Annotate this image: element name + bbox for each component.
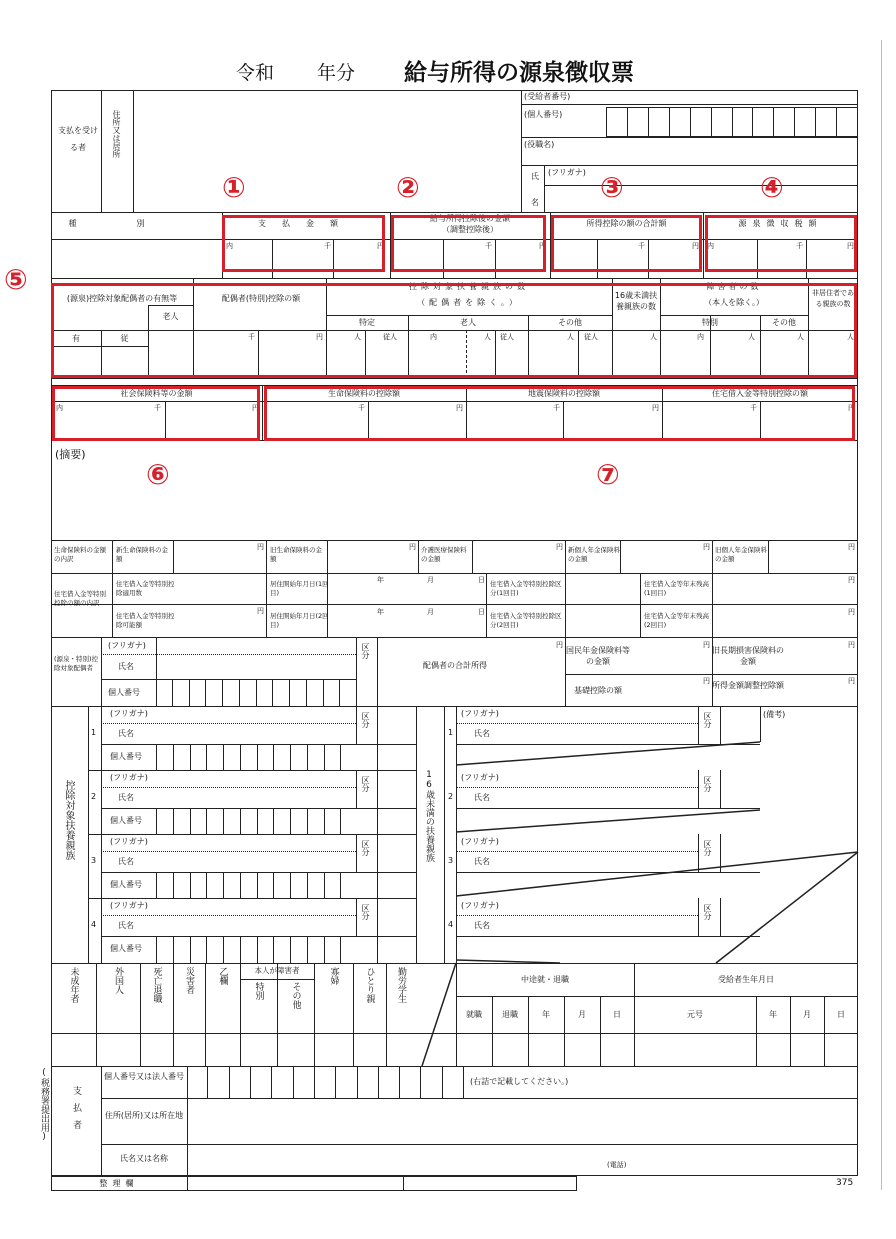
res2-month: 月 bbox=[427, 608, 434, 616]
specific-juunin: 従人 bbox=[383, 333, 397, 341]
status-col-label: その他 bbox=[290, 982, 301, 1009]
date-col-year: 年 bbox=[769, 1010, 777, 1019]
status-col-label: 勤労学生 bbox=[396, 967, 406, 1003]
payer-name-label: 氏名又は名称 bbox=[120, 1154, 168, 1163]
dependent-row-number: 3 bbox=[91, 856, 97, 865]
annotation-1: ① bbox=[222, 171, 246, 204]
tax-office-label: (税務署提出用) bbox=[39, 1068, 49, 1142]
dependent-name-label: 氏名 bbox=[118, 729, 134, 738]
payment-label: 支払金額 bbox=[258, 219, 354, 228]
housing-possible-label: 住宅借入金等特別控除可能額 bbox=[116, 612, 175, 629]
elderly-label: 老人 bbox=[460, 318, 476, 327]
recipient-label: 支払を受ける者 bbox=[58, 126, 98, 152]
old-life-label: 旧生命保険料の金額 bbox=[270, 546, 322, 563]
life-breakdown-label: 生命保険料の金額の内訳 bbox=[54, 546, 106, 563]
housing-thousand: 千 bbox=[750, 404, 757, 412]
under16-kubun: 区分 bbox=[703, 712, 712, 728]
under16-name-label: 氏名 bbox=[474, 793, 490, 802]
payer-address-label: 住所(居所)又は所在地 bbox=[104, 1111, 184, 1120]
nonresident-person: 人 bbox=[847, 333, 854, 341]
housing-applicable-label: 住宅借入金等特別控除適用数 bbox=[116, 580, 175, 597]
total-thousand: 千 bbox=[638, 242, 645, 250]
dependent-count-label: 控除対象扶養親族の数 bbox=[409, 282, 529, 291]
date-col-day: 日 bbox=[837, 1010, 845, 1019]
earthquake-thousand: 千 bbox=[553, 404, 560, 412]
date-col-leave: 退職 bbox=[502, 1010, 518, 1019]
nonresident-label: 非居住者である親族の数 bbox=[812, 289, 854, 308]
recipient-furigana: (フリガナ) bbox=[548, 168, 586, 177]
biko-label: (備考) bbox=[763, 710, 786, 719]
residence2-label: 居住開始年月日(2回目) bbox=[270, 612, 329, 629]
deduction-total-label: 所得控除の額の合計額 bbox=[586, 219, 667, 228]
disabled-count-label: 障害者の数 bbox=[706, 282, 762, 291]
disabled-count-sub: （本人を除く。） bbox=[704, 298, 764, 307]
total-yen: 円 bbox=[692, 242, 699, 250]
name-second-char: 名 bbox=[531, 198, 539, 207]
other-person: 人 bbox=[567, 333, 574, 341]
disabled-self-label: 本人が障害者 bbox=[254, 966, 300, 975]
dependent-kubun: 区分 bbox=[361, 904, 370, 920]
under16-row-number: 1 bbox=[448, 728, 454, 737]
status-col-label: 災害者 bbox=[184, 967, 194, 994]
after-thousand: 千 bbox=[485, 242, 492, 250]
new-life-label: 新生命保険料の金額 bbox=[116, 546, 168, 563]
residence1-label: 居住開始年月日(1回目) bbox=[270, 580, 329, 597]
dependent-name-label: 氏名 bbox=[118, 793, 134, 802]
spouse-income-yen: 円 bbox=[556, 641, 563, 649]
under16-furigana: (フリガナ) bbox=[461, 837, 499, 846]
dependent-furigana: (フリガナ) bbox=[110, 709, 148, 718]
life-thousand: 千 bbox=[358, 404, 365, 412]
earthquake-yen: 円 bbox=[652, 404, 659, 412]
annotation-5: ⑤ bbox=[4, 263, 28, 296]
under16-name-label: 氏名 bbox=[474, 857, 490, 866]
dependent-row-number: 4 bbox=[91, 920, 97, 929]
elderly-person: 人 bbox=[484, 333, 491, 341]
address-label: 住所又は居所 bbox=[112, 110, 121, 158]
social-yen: 円 bbox=[252, 404, 259, 412]
spouse-income-label: 配偶者の合計所得 bbox=[423, 661, 487, 670]
spouse-kubun: 区分 bbox=[361, 643, 370, 659]
social-insurance-label: 社会保険料等の金額 bbox=[120, 389, 193, 398]
withholding-yen: 円 bbox=[847, 242, 854, 250]
specific-person: 人 bbox=[354, 333, 361, 341]
dependent-row-number: 2 bbox=[91, 792, 97, 801]
housing-yen: 円 bbox=[848, 404, 855, 412]
under16-row-number: 4 bbox=[448, 920, 454, 929]
withholding-thousand: 千 bbox=[796, 242, 803, 250]
has-label: 有 bbox=[72, 334, 80, 343]
balance2-label: 住宅借入金等年末残高(2回目) bbox=[644, 612, 709, 629]
old-pension-label: 旧個人年金保険料の金額 bbox=[715, 546, 767, 563]
status-col-label: 死亡退職 bbox=[151, 967, 162, 1003]
special-label: 特別 bbox=[702, 318, 718, 327]
dependent-mynumber-label: 個人番号 bbox=[110, 880, 142, 889]
spouse-mynumber-label: 個人番号 bbox=[108, 688, 140, 697]
annotation-7: ⑦ bbox=[596, 458, 620, 491]
life-yen: 円 bbox=[456, 404, 463, 412]
dependent-furigana: (フリガナ) bbox=[110, 901, 148, 910]
elderly-juunin: 従人 bbox=[500, 333, 514, 341]
dependent-name-label: 氏名 bbox=[118, 921, 134, 930]
dependent-kubun: 区分 bbox=[361, 712, 370, 728]
kind-label: 種別 bbox=[68, 219, 205, 228]
highlight-withholding bbox=[705, 215, 857, 272]
status-col-label: 未成年者 bbox=[68, 967, 79, 1003]
spouse-name-label: 氏名 bbox=[118, 662, 134, 671]
dependents-side-label: 控除対象扶養親族 bbox=[63, 780, 74, 860]
disabled-other-person: 人 bbox=[797, 333, 804, 341]
date-col-hire: 就職 bbox=[466, 1010, 482, 1019]
under16-row-number: 3 bbox=[448, 856, 454, 865]
special-person: 人 bbox=[748, 333, 755, 341]
dependent-mynumber-label: 個人番号 bbox=[110, 944, 142, 953]
under16-row-number: 2 bbox=[448, 792, 454, 801]
res1-year: 年 bbox=[377, 576, 384, 584]
life-insurance-label: 生命保険料の控除額 bbox=[328, 389, 400, 398]
after-deduction-label: 給与所得控除後の金額 bbox=[430, 214, 510, 223]
date-col-day: 日 bbox=[613, 1010, 621, 1019]
old-long-term-label: 旧長期損害保険料の金額 bbox=[712, 646, 784, 666]
under16-person: 人 bbox=[650, 333, 657, 341]
highlight-payment bbox=[222, 215, 385, 272]
dependent-name-label: 氏名 bbox=[118, 857, 134, 866]
res1-month: 月 bbox=[427, 576, 434, 584]
new-pension-label: 新個人年金保険料の金額 bbox=[568, 546, 620, 563]
payment-thousand: 千 bbox=[324, 242, 331, 250]
spouse-special-label: 配偶者(特別)控除の額 bbox=[221, 294, 301, 303]
income-adjust-label: 所得金額調整控除額 bbox=[712, 681, 784, 690]
new-life-yen: 円 bbox=[257, 543, 264, 551]
payer-number-label: 個人番号又は法人番号 bbox=[104, 1072, 184, 1081]
under16-furigana: (フリガナ) bbox=[461, 901, 499, 910]
dependent-furigana: (フリガナ) bbox=[110, 837, 148, 846]
basic-deduction-label: 基礎控除の額 bbox=[574, 686, 622, 695]
date-col-era: 元号 bbox=[687, 1010, 703, 1019]
social-thousand: 千 bbox=[154, 404, 161, 412]
res1-day: 日 bbox=[478, 576, 485, 584]
name-first-char: 氏 bbox=[531, 172, 539, 181]
specific-label: 特定 bbox=[359, 318, 375, 327]
income-adjust-yen: 円 bbox=[848, 677, 855, 685]
housing-deduction-label: 住宅借入金等特別控除の額 bbox=[712, 389, 808, 398]
highlight-dependents bbox=[51, 283, 857, 378]
status-col-label: 特別 bbox=[253, 982, 264, 1000]
basic-deduction-yen: 円 bbox=[703, 677, 710, 685]
date-col-month: 月 bbox=[578, 1010, 586, 1019]
res2-year: 年 bbox=[377, 608, 384, 616]
under16-furigana: (フリガナ) bbox=[461, 709, 499, 718]
highlight-insurance-deductions bbox=[264, 386, 855, 441]
res2-day: 日 bbox=[478, 608, 485, 616]
old-life-yen: 円 bbox=[409, 543, 416, 551]
balance1-label: 住宅借入金等年末残高(1回目) bbox=[644, 580, 709, 597]
annotation-4: ④ bbox=[760, 171, 784, 204]
payment-yen: 円 bbox=[377, 242, 384, 250]
balance2-yen: 円 bbox=[848, 608, 855, 616]
midyear-label: 中途就・退職 bbox=[521, 975, 569, 984]
balance1-yen: 円 bbox=[848, 576, 855, 584]
special-inner: 内 bbox=[697, 333, 704, 341]
under16-kubun: 区分 bbox=[703, 776, 712, 792]
year-suffix: 年分 bbox=[317, 62, 356, 84]
date-col-month: 月 bbox=[803, 1010, 811, 1019]
after-yen: 円 bbox=[539, 242, 546, 250]
highlight-after-deduction bbox=[391, 215, 546, 272]
position-label: (役職名) bbox=[524, 140, 555, 149]
annotation-2: ② bbox=[396, 171, 420, 204]
under16-kubun: 区分 bbox=[703, 840, 712, 856]
under16-side-label: 16歳未満の扶養親族 bbox=[424, 770, 434, 862]
category1-label: 住宅借入金等特別控除区分(1回目) bbox=[490, 580, 562, 597]
status-col-label: ひとり親 bbox=[364, 967, 375, 1003]
under16-kubun: 区分 bbox=[703, 904, 712, 920]
payer-number-note: (右詰で記載してください。) bbox=[470, 1077, 569, 1086]
status-col-label: 外国人 bbox=[113, 967, 123, 994]
national-pension-yen: 円 bbox=[703, 641, 710, 649]
dependent-kubun: 区分 bbox=[361, 840, 370, 856]
other-disabled-label: その他 bbox=[772, 318, 796, 327]
care-label: 介護医療保険料の金額 bbox=[421, 546, 467, 563]
dependent-mynumber-label: 個人番号 bbox=[110, 752, 142, 761]
form-code: 375 bbox=[836, 1178, 854, 1188]
era-label: 令和 bbox=[236, 62, 275, 84]
spouse-furigana: (フリガナ) bbox=[108, 641, 146, 650]
dependent-mynumber-label: 個人番号 bbox=[110, 816, 142, 825]
social-inner: 内 bbox=[56, 404, 63, 412]
dependent-count-sub: （配偶者を除く。） bbox=[417, 298, 521, 307]
old-pension-yen: 円 bbox=[848, 543, 855, 551]
ledger-label: 整理欄 bbox=[99, 1179, 139, 1188]
status-col-label: 寡婦 bbox=[328, 967, 339, 985]
national-pension-label: 国民年金保険料等の金額 bbox=[566, 646, 630, 666]
housing-possible-yen: 円 bbox=[257, 607, 264, 615]
old-long-term-yen: 円 bbox=[848, 641, 855, 649]
after-deduction-sub: （調整控除後） bbox=[442, 225, 498, 234]
under16-name-label: 氏名 bbox=[474, 921, 490, 930]
annotation-3: ③ bbox=[600, 171, 624, 204]
remarks-label: (摘要) bbox=[55, 448, 86, 461]
annotation-6: ⑥ bbox=[146, 458, 170, 491]
housing-breakdown-label: 住宅借入金等特別控除の額の内訳 bbox=[54, 590, 106, 607]
spouse-elderly-label: 老人 bbox=[162, 312, 179, 321]
page-title: 給与所得の源泉徴収票 bbox=[404, 60, 634, 86]
status-col-label: 乙欄 bbox=[217, 967, 228, 985]
payer-side-label: 支払者 bbox=[71, 1086, 81, 1137]
dependent-furigana: (フリガナ) bbox=[110, 773, 148, 782]
spouse-presence-label: (源泉)控除対象配偶者の有無等 bbox=[66, 294, 178, 303]
highlight-deduction-total bbox=[551, 215, 702, 272]
juu-label: 従 bbox=[120, 334, 129, 343]
withholding-label: 源泉徴収税額 bbox=[738, 219, 823, 228]
under16-furigana: (フリガナ) bbox=[461, 773, 499, 782]
other-label: その他 bbox=[558, 318, 582, 327]
withholding-inner: 内 bbox=[707, 242, 714, 250]
under16-name-label: 氏名 bbox=[474, 729, 490, 738]
spouse-thousand: 千 bbox=[248, 333, 255, 341]
date-col-year: 年 bbox=[542, 1010, 550, 1019]
elderly-inner: 内 bbox=[430, 333, 437, 341]
dependent-kubun: 区分 bbox=[361, 776, 370, 792]
earthquake-insurance-label: 地震保険料の控除額 bbox=[528, 389, 600, 398]
payer-phone-label: (電話) bbox=[607, 1161, 627, 1169]
my-number-label: (個人番号) bbox=[524, 110, 563, 119]
other-juunin: 従人 bbox=[584, 333, 598, 341]
spouse-section-label: (源泉・特別)控除対象配偶者 bbox=[54, 655, 99, 672]
new-pension-yen: 円 bbox=[703, 543, 710, 551]
under16-label: 16歳未満扶養親族の数 bbox=[614, 291, 658, 311]
spouse-yen: 円 bbox=[316, 333, 323, 341]
recipient-number-label: (受給者番号) bbox=[524, 92, 571, 101]
payment-inner: 内 bbox=[226, 242, 233, 250]
dependent-row-number: 1 bbox=[91, 728, 97, 737]
highlight-social-insurance bbox=[52, 386, 260, 441]
category2-label: 住宅借入金等特別控除区分(2回目) bbox=[490, 612, 562, 629]
birth-label: 受給者生年月日 bbox=[718, 975, 774, 984]
care-yen: 円 bbox=[556, 543, 563, 551]
